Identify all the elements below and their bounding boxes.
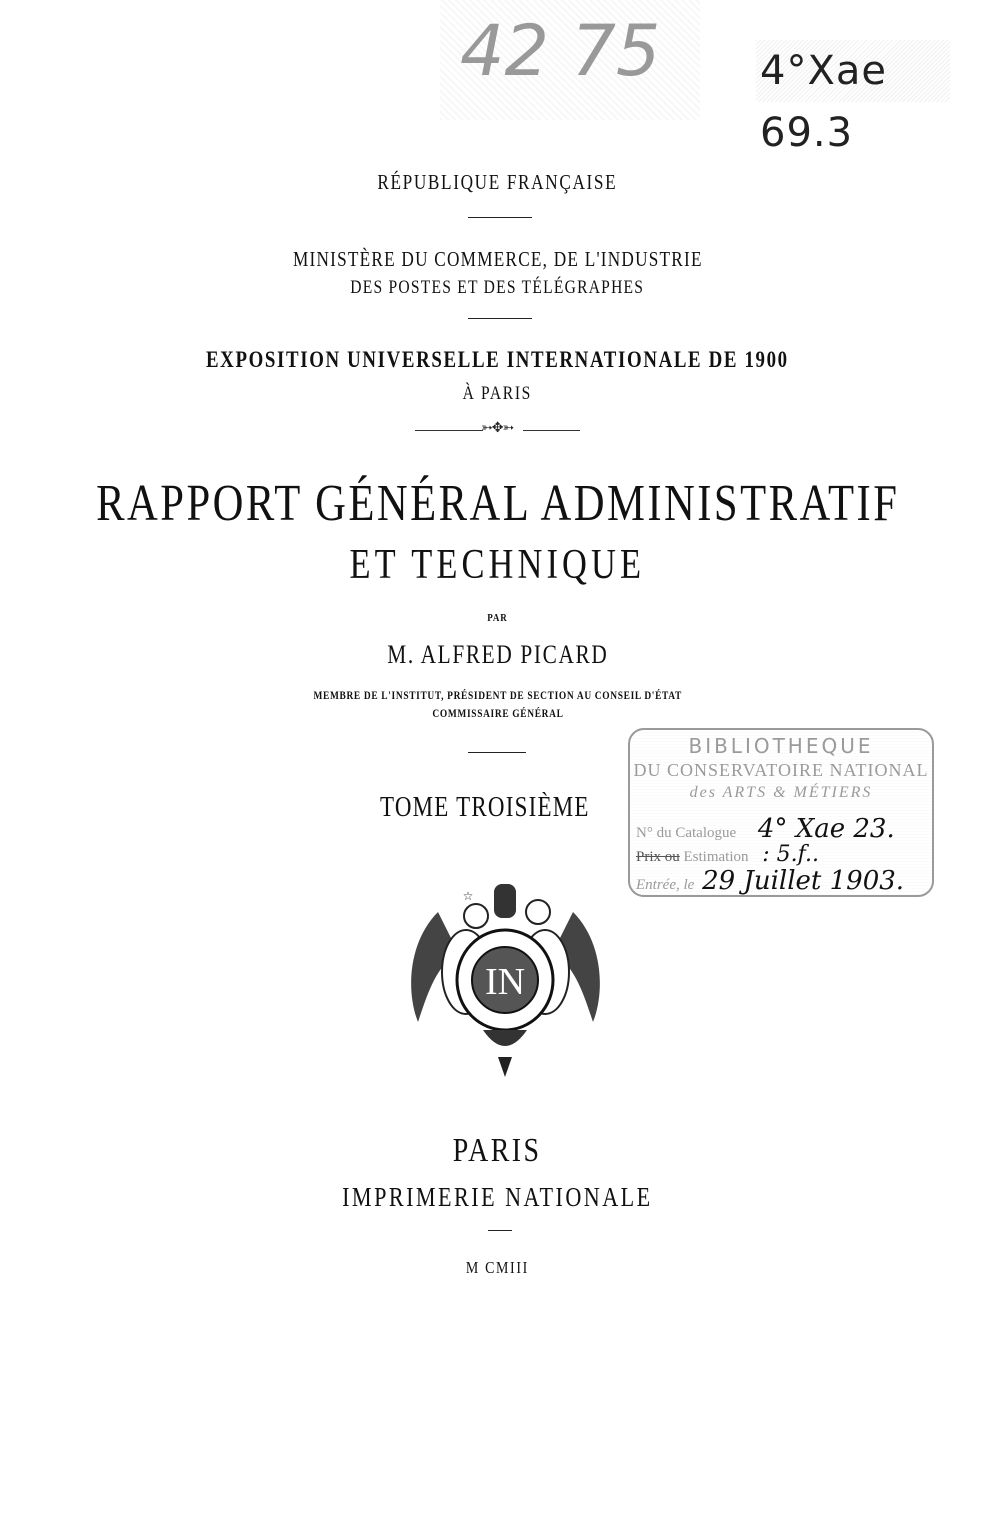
stamp-estimation-row [636,842,819,867]
estimation-value: : 5.f.. [762,842,820,867]
catalogue-label: N° du Catalogue [636,825,737,841]
divider-rule [488,1230,512,1231]
pencil-note: 42 75 [460,10,661,92]
svg-text:☆: ☆ [462,889,474,903]
imprint-year: M CMIII [466,1258,529,1277]
stamp-line-1: BIBLIOTHEQUE [688,734,874,758]
shelfmark-annotation: 4°Xae 69.3 [756,40,950,102]
price-label-struck: Prix ou [636,849,680,865]
imprint-city: PARIS [453,1132,542,1169]
author-name: M. ALFRED PICARD [386,640,609,669]
exposition-heading: EXPOSITION UNIVERSELLE INTERNATIONALE DE 1900 [206,347,789,372]
pencil-annotation [440,0,700,120]
volume-label: TOME TROISIÈME [380,792,590,823]
divider-rule [468,318,532,319]
republic-heading: RÉPUBLIQUE FRANÇAISE [377,170,618,194]
main-title-line-1: RAPPORT GÉNÉRAL ADMINISTRATIF [95,475,900,532]
library-stamp [628,728,934,897]
author-role-line-1: MEMBRE DE L'INSTITUT, PRÉSIDENT DE SECTION AU CONSEIL D'ÉTAT [313,690,682,702]
fleuron-icon: ➳✥➳ [481,420,514,436]
divider-rule [468,752,526,753]
catalogue-value: 4° Xae 23. [757,814,895,844]
stamp-catalogue-row [636,814,895,844]
divider-rule [468,217,532,218]
entry-label: Entrée, le [636,877,695,893]
estimation-label: Estimation [683,849,749,865]
ministry-line-2: DES POSTES ET DES TÉLÉGRAPHES [350,277,645,298]
location-line: À PARIS [462,383,533,404]
entry-value: 29 Juillet 1903. [702,866,905,896]
author-role-line-2: COMMISSAIRE GÉNÉRAL [431,708,564,720]
ministry-line-1: MINISTÈRE DU COMMERCE, DE L'INDUSTRIE [292,247,703,271]
stamp-entry-row [636,866,904,896]
main-title-line-2: ET TECHNIQUE [349,542,646,588]
stamp-line-2: DU CONSERVATOIRE NATIONAL [633,760,929,780]
by-label: PAR [487,612,508,624]
imprint-printer: IMPRIMERIE NATIONALE [342,1182,653,1212]
svg-text:IN: IN [484,961,526,1003]
ornamental-divider [415,420,580,437]
imprimerie-nationale-emblem-icon [398,872,613,1087]
stamp-line-3: des ARTS & MÉTIERS [689,784,873,801]
